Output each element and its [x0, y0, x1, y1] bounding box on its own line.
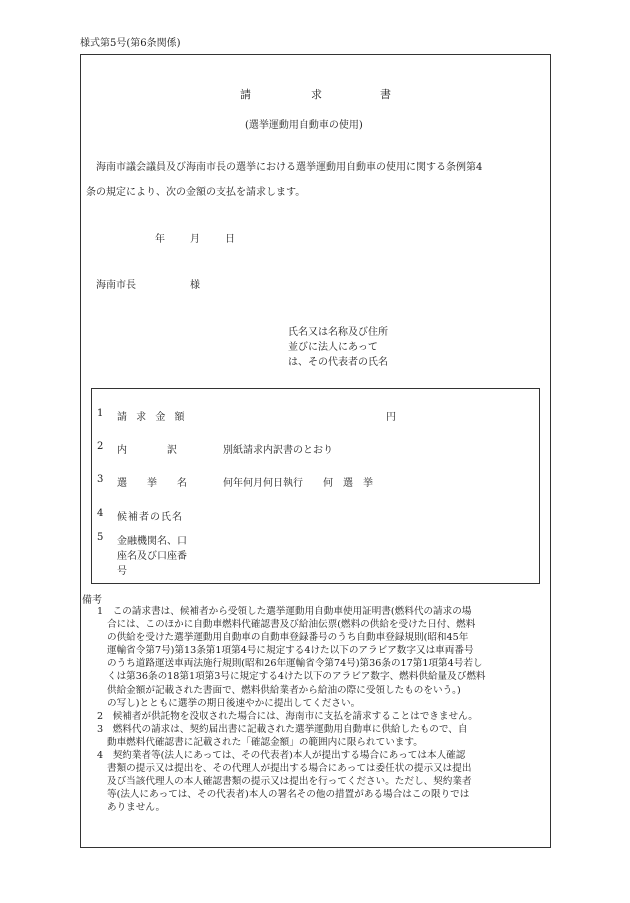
item-1-number: 1 — [97, 408, 104, 419]
form-label: 様式第5号(第6条関係) — [80, 38, 181, 49]
signer-label-line-2: 並びに法人にあって — [288, 342, 378, 353]
item-4-number: 4 — [97, 508, 104, 519]
note-line: 等(法人にあっては、その代表者)本人の署名その他の措置がある場合はこの限りでは — [107, 789, 470, 801]
note-line: の写し)とともに選挙の期日後速やかに提出してください。 — [107, 697, 361, 709]
item-2-label: 内 訳 — [117, 445, 177, 456]
notes-list — [97, 605, 486, 815]
item-3-number: 3 — [97, 474, 104, 485]
date-year: 年 — [155, 234, 165, 245]
note-line: 2 候補者が供託物を没収された場合には、海南市に支払を請求することはできません。 — [97, 710, 478, 722]
item-4-label: 候補者の氏名 — [117, 512, 183, 523]
note-line: 動車燃料代確認書に記載された「確認金額」の範囲内に限られています。 — [107, 736, 423, 748]
item-5-label-line-3: 号 — [117, 566, 127, 577]
title-char-2: 求 — [311, 88, 322, 101]
note-line: 及び当該代理人の本人確認書類の提示又は提出を行ってください。ただし、契約業者 — [107, 776, 472, 788]
note-line: の供給を受けた選挙運動用自動車の自動車登録番号のうち自動車登録規則(昭和45年 — [107, 632, 469, 644]
item-5-label-line-1: 金融機関名、口 — [117, 536, 187, 547]
note-line: ありません。 — [107, 802, 166, 814]
addressee-honorific: 様 — [190, 280, 200, 291]
note-line: 1 この請求書は、候補者から受領した選挙運動用自動車使用証明書(燃料代の請求の場 — [97, 606, 472, 617]
note-line: 書類の提示又は提出を、その代理人が提出する場合にあっては委任状の提示又は提出 — [107, 763, 472, 775]
item-1-unit: 円 — [386, 412, 396, 423]
title-char-1: 請 — [240, 88, 251, 101]
intro-line-1: 海南市議会議員及び海南市長の選挙における選挙運動用自動車の使用に関する条例第4 — [96, 162, 483, 173]
item-2-number: 2 — [97, 441, 104, 452]
date-month: 月 — [190, 234, 200, 245]
intro-line-2: 条の規定により、次の金額の支払を請求します。 — [86, 187, 306, 198]
note-line: 4 契約業者等(法人にあっては、その代表者)本人が提出する場合にあっては本人確認 — [97, 750, 466, 762]
date-day: 日 — [225, 234, 235, 245]
signer-label-line-3: は、その代表者の氏名 — [288, 357, 388, 368]
document-subtitle: (選挙運動用自動車の使用) — [245, 120, 363, 131]
item-1-label: 請 求 金 額 — [117, 412, 188, 423]
item-5-label-line-2: 座名及び口座番 — [117, 551, 187, 562]
item-3-value: 何年何月何日執行 何 選 挙 — [223, 478, 373, 489]
title-char-3: 書 — [380, 88, 391, 101]
item-3-label: 選 挙 名 — [117, 478, 187, 489]
note-line: 合には、このほかに自動車燃料代確認書及び給油伝票(燃料の供給を受けた日付、燃料 — [107, 619, 476, 631]
item-2-value: 別紙請求内訳書のとおり — [223, 445, 333, 456]
note-line: くは第36条の18第1項第3号に規定する4けた以下のアラビア数字、燃料供給量及び燃料 — [107, 671, 486, 683]
note-line: 供給金額が記載された書面で、燃料供給業者から給油の際に受領したものをいう。) — [107, 684, 461, 696]
note-line: のうち道路運送車両法施行規則(昭和26年運輸省令第74号)第36条の17第1項第4号若し — [107, 658, 483, 670]
note-line: 3 燃料代の請求は、契約届出書に記載された選挙運動用自動車に供給したもので、自 — [97, 723, 468, 735]
notes-heading: 備考 — [82, 595, 102, 606]
signer-label-line-1: 氏名又は名称及び住所 — [288, 327, 388, 338]
item-5-number: 5 — [97, 532, 104, 543]
addressee: 海南市長 — [96, 280, 136, 291]
note-line: 運輸省令第7号)第13条第1項第4号に規定する4けた以下のアラビア数字又は車両番号 — [107, 645, 474, 657]
